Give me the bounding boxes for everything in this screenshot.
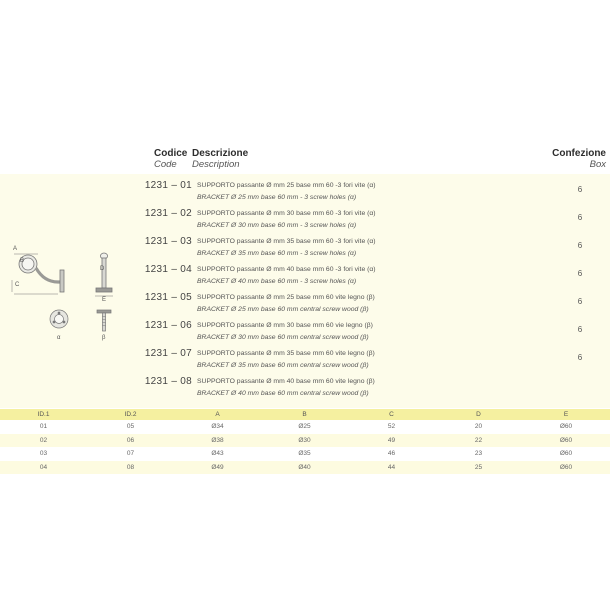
product-box: 6 [577,241,583,250]
table-cell: Ø60 [559,423,573,431]
product-description-it: SUPPORTO passante Ø mm 40 base mm 60 -3 fori vite (α) [197,266,376,273]
product-description-en: BRACKET Ø 30 mm base 60 mm - 3 screw holes (α) [197,222,357,229]
column-header: B [261,409,348,420]
table-cell: 06 [87,434,174,448]
table-cell: Ø43 [211,450,224,458]
product-code: 1231 – 06 [144,320,192,331]
column-header: E [522,409,610,420]
box-header [547,148,606,170]
table-cell: 49 [348,434,435,448]
product-description-en: BRACKET Ø 40 mm base 60 mm central screw wood (β) [197,390,369,397]
product-description-it: SUPPORTO passante Ø mm 25 base mm 60 vite legno (β) [197,294,375,301]
table-cell: 23 [474,450,483,458]
product-code: 1231 – 01 [144,180,192,191]
product-description-en: BRACKET Ø 40 mm base 60 mm - 3 screw holes (α) [197,278,357,285]
box-header-en: Box [589,159,606,170]
dim-label-c: C [15,282,20,288]
product-box: 6 [577,185,583,194]
product-row [0,374,610,402]
product-description-en: BRACKET Ø 30 mm base 60 mm central screw wood (β) [197,334,369,341]
table-cell: Ø49 [174,461,261,475]
product-box: 6 [577,353,583,362]
column-header: ID.1 [0,409,87,420]
table-cell: Ø60 [522,461,610,475]
column-header: C [348,409,435,420]
table-cell: 07 [126,450,135,458]
description-header [192,148,248,170]
product-box: 6 [577,325,583,334]
code-header-en: Code [154,159,177,170]
product-code: 1231 – 04 [144,264,192,275]
product-row [0,346,610,374]
table-row [0,447,610,461]
dim-label-a: A [13,246,18,252]
table-cell: 20 [474,423,483,431]
product-box: 6 [577,213,583,222]
table-cell: 02 [0,434,87,448]
product-row [0,178,610,206]
description-header-en: Description [192,159,240,170]
column-header: D [435,409,522,420]
bracket-front-view [95,253,113,296]
table-cell: 03 [39,450,48,458]
product-description-en: BRACKET Ø 25 mm base 60 mm - 3 screw holes (α) [197,194,357,201]
product-box: 6 [577,269,583,278]
table-row [0,420,610,434]
product-description-en: BRACKET Ø 35 mm base 60 mm - 3 screw holes (α) [197,250,357,257]
dim-label-d: D [100,266,105,272]
table-cell: Ø60 [522,434,610,448]
product-description-it: SUPPORTO passante Ø mm 25 base mm 60 -3 fori vite (α) [197,182,376,189]
table-cell: 08 [87,461,174,475]
product-code: 1231 – 05 [144,292,192,303]
table-cell: Ø30 [261,434,348,448]
table-cell: 46 [387,450,396,458]
product-code: 1231 – 03 [144,236,192,247]
variant-label-alpha: α [57,335,61,341]
code-header-it: Codice [154,148,188,159]
product-code: 1231 – 02 [144,208,192,219]
table-cell: 44 [348,461,435,475]
column-header: ID.2 [87,409,174,420]
column-header: A [174,409,261,420]
variant-label-beta: β [102,335,106,341]
box-header-it: Confezione [552,148,606,159]
table-cell: 04 [0,461,87,475]
table-cell: Ø60 [559,450,573,458]
product-description-en: BRACKET Ø 25 mm base 60 mm central screw wood (β) [197,306,369,313]
table-cell: Ø25 [298,423,311,431]
table-row [0,461,610,475]
product-description-it: SUPPORTO passante Ø mm 40 base mm 60 vite legno (β) [197,378,375,385]
table-cell: 22 [435,434,522,448]
product-box: 6 [577,297,583,306]
bracket-technical-drawing [0,230,135,345]
dimensions-table [0,409,610,474]
product-code: 1231 – 07 [144,348,192,359]
table-cell: Ø35 [298,450,311,458]
product-description-it: SUPPORTO passante Ø mm 35 base mm 60 -3 fori vite (α) [197,238,376,245]
table-cell: 05 [126,423,135,431]
product-description-en: BRACKET Ø 35 mm base 60 mm central screw wood (β) [197,362,369,369]
table-cell: 25 [435,461,522,475]
dimensions-header-row [0,409,610,420]
table-cell: Ø40 [261,461,348,475]
dim-label-b: B [20,258,25,264]
product-description-it: SUPPORTO passante Ø mm 30 base mm 60 vie legno (β) [197,322,373,329]
table-cell: Ø34 [211,423,224,431]
product-description-it: SUPPORTO passante Ø mm 30 base mm 60 -3 fori vite (α) [197,210,376,217]
code-header [154,148,187,170]
base-disc-alpha [50,310,68,328]
table-cell: Ø38 [174,434,261,448]
table-cell: 01 [39,423,48,431]
table-row [0,434,610,448]
product-description-it: SUPPORTO passante Ø mm 35 base mm 60 vite legno (β) [197,350,375,357]
description-header-it: Descrizione [192,148,249,159]
dim-label-e: E [102,297,107,303]
table-cell: 52 [387,423,396,431]
base-screw-beta [97,310,111,331]
product-code: 1231 – 08 [144,376,192,387]
